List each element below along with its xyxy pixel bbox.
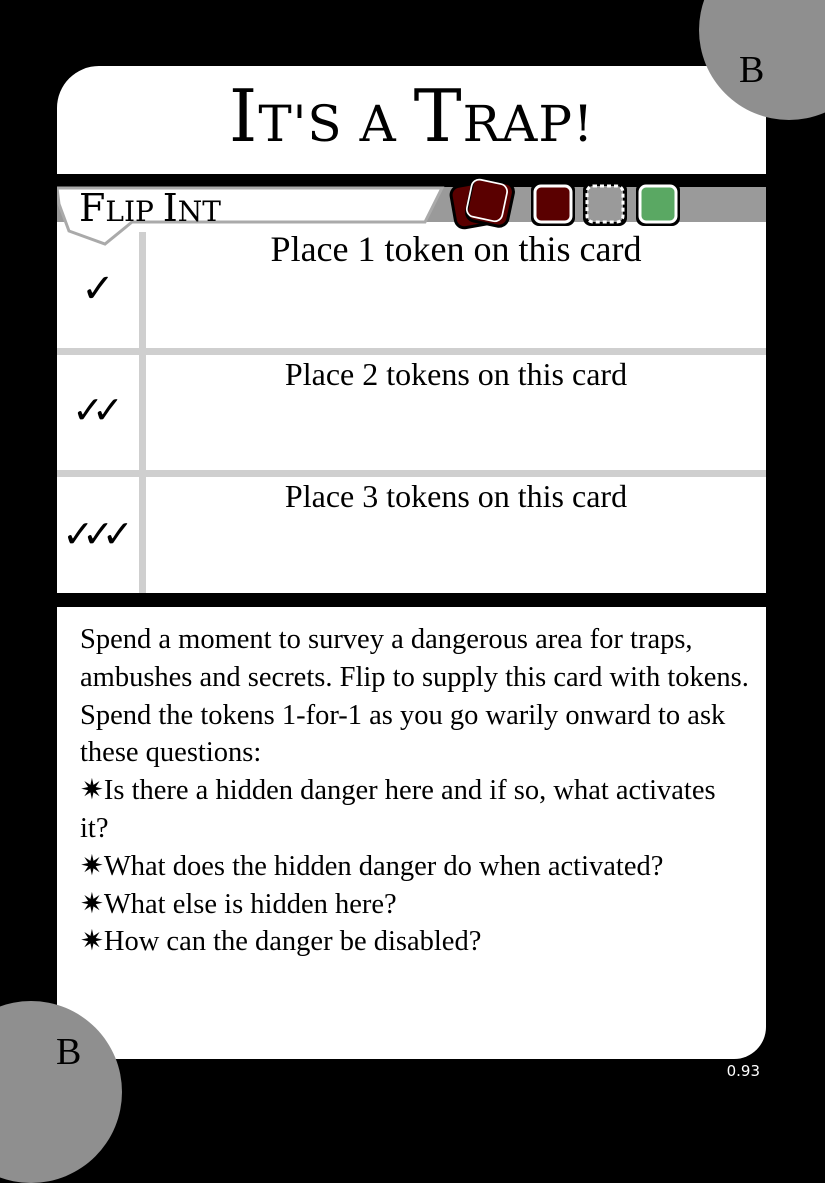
- title-initial-1: I: [228, 74, 259, 158]
- cost-icons: [445, 174, 690, 232]
- grey-dashed-square-icon: [583, 182, 627, 226]
- card-description: [80, 621, 750, 961]
- red-square-icon: [531, 182, 575, 226]
- row-divider-2: [57, 470, 766, 477]
- title-rest-2: RAP!: [462, 95, 595, 153]
- corner-letter-top: B: [739, 49, 765, 91]
- question-2: ✷What does the hidden danger do when activated?: [80, 850, 664, 882]
- result-text-2: Place 2 tokens on this card: [284, 356, 628, 392]
- corner-letter-bottom: B: [56, 1031, 82, 1073]
- description-intro: Spend a moment to survey a dangerous area for traps, ambushes and secrets. Flip to supply this card with tokens. Spend the tokens 1-for-1 as you go warily onward to ask these questions:: [80, 624, 749, 769]
- title-initial-2: T: [413, 74, 463, 158]
- double-check-icon: ✓✓: [72, 388, 112, 432]
- question-3: ✷What else is hidden here?: [80, 888, 397, 920]
- result-text-1: Place 1 token on this card: [270, 229, 642, 269]
- result-text-3: Place 3 tokens on this card: [284, 478, 628, 514]
- question-1: ✷Is there a hidden danger here and if so, what activates it?: [80, 775, 716, 844]
- single-check-icon: ✓: [81, 266, 115, 312]
- card-title: [57, 74, 766, 158]
- results-panel: [57, 222, 766, 593]
- results-column-divider: [139, 232, 146, 593]
- title-rest-1: T'S A: [258, 95, 414, 153]
- version-number: 0.93: [726, 1062, 760, 1080]
- action-label: FLIP INT: [79, 186, 221, 230]
- question-4: ✷How can the danger be disabled?: [80, 926, 482, 958]
- red-cards-icon: [450, 176, 515, 229]
- triple-check-icon: ✓✓✓: [62, 512, 122, 556]
- row-divider-1: [57, 348, 766, 355]
- green-square-icon: [636, 182, 680, 226]
